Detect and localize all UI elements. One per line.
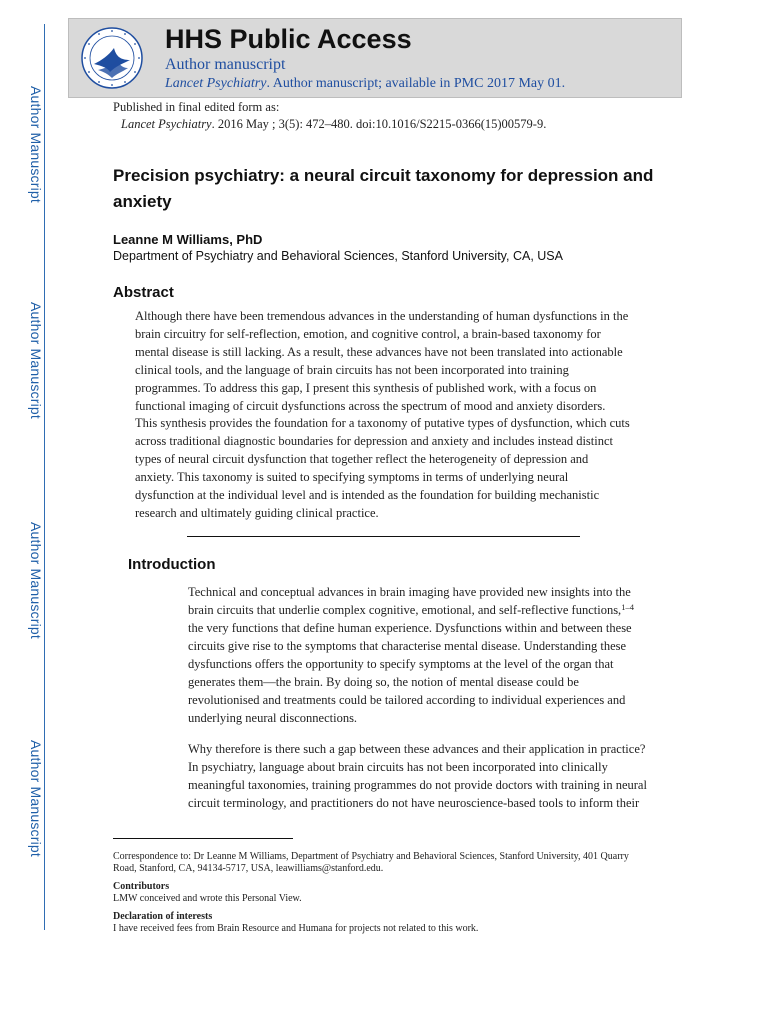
abstract-line: anxiety. This taxonomy is suited to specifying symptoms in terms of underlying neural [135,470,569,485]
banner-subtitle: Author manuscript [165,56,286,73]
abstract-line: brain circuitry for self-reflection, emotion, and cognitive control, a brain-based taxonomy for [135,326,601,341]
abstract-line: programmes. To address this gap, I present this synthesis of published work, with a focus on [135,380,597,395]
paragraph-line: Technical and conceptual advances in brain imaging have provided new insights into the [188,585,631,599]
citation-details: . 2016 May ; 3(5): 472–480. doi:10.1016/S2215-0366(15)00579-9. [211,117,547,131]
contributors-text: LMW conceived and wrote this Personal View. [113,893,302,905]
paragraph-line: the very functions that define human experience. Dysfunctions within and between these [188,621,632,635]
paragraph-line: dysfunctions offers the opportunity to specify symptoms at the level of the organ that [188,657,614,671]
paragraph-line: meaningful taxonomies, training programmes do not provide doctors with training in neural [188,778,647,792]
author-affiliation: Department of Psychiatry and Behavioral Sciences, Stanford University, CA, USA [113,249,563,263]
abstract-line: research and ultimately guiding clinical practice. [135,505,379,520]
introduction-paragraph-1 [188,583,668,727]
correspondence-line: Road, Stanford, CA, 94134-5717, USA, leawilliams@stanford.edu. [113,863,384,875]
hhs-seal-icon [80,26,144,90]
author-manuscript-label: Author Manuscript [28,302,44,420]
abstract-line: This synthesis provides the foundation for a taxonomy of putative types of dysfunction, which cuts [135,416,630,431]
author-manuscript-label: Author Manuscript [28,522,44,640]
paragraph-line: generates them—the brain. By doing so, the notion of mental disease could be [188,675,579,689]
abstract-line: mental disease is still lacking. As a result, these advances have not been translated into actionable [135,344,623,359]
reference-superscript[interactable]: 1–4 [621,602,634,612]
abstract-line: Although there have been tremendous advances in the understanding of human dysfunctions in the [135,309,629,323]
abstract-line: types of neural circuit dysfunction that together reflect the heterogeneity of depression and [135,452,589,467]
abstract-heading: Abstract [113,284,174,301]
author-manuscript-label: Author Manuscript [28,740,44,858]
abstract-line: dysfunction at the individual level and is intended as the foundation for building mechanistic [135,488,600,503]
availability-text: . Author manuscript; available in PMC 2017 May 01. [266,76,566,91]
citation-journal: Lancet Psychiatry [121,117,212,131]
introduction-paragraph-2 [188,740,668,812]
banner-title: HHS Public Access [165,24,412,54]
article-title: Precision psychiatry: a neural circuit taxonomy for depression and anxiety [113,166,654,211]
abstract-body [135,308,640,523]
paragraph-line: revolutionised and treatments could be tailored according to individual experiences and [188,693,626,707]
footnote-divider [113,838,293,839]
hhs-public-access-banner [68,18,682,98]
section-divider [187,536,580,537]
interests-heading: Declaration of interests [113,910,213,922]
journal-name: Lancet Psychiatry [165,76,267,91]
paragraph-line: circuits give rise to the symptoms that characterise mental disease. Understanding these [188,639,627,653]
introduction-heading: Introduction [128,556,216,573]
abstract-line: functional imaging of circuit dysfunctions across the spectrum of mood and anxiety disorders. [135,398,606,413]
banner-journal-line [165,76,565,92]
publication-citation [121,117,546,132]
paragraph-line: underlying neural disconnections. [188,711,358,725]
footnotes [113,851,653,935]
abstract-line: clinical tools, and the language of brain circuits has not been incorporated into training [135,362,569,377]
paragraph-line: circuit terminology, and practitioners do not have neuroscience-based tools to inform their [188,796,640,810]
interests-text: I have received fees from Brain Resource and Humana for projects not related to this work. [113,923,479,935]
article-author: Leanne M Williams, PhD [113,232,263,247]
paragraph-line: Why therefore is there such a gap between these advances and their application in practice? [188,742,646,756]
paragraph-line: In psychiatry, language about brain circuits has not been incorporated into clinically [188,760,608,774]
abstract-line: across traditional diagnostic boundaries for depression and anxiety and includes instead distinct [135,434,614,449]
sidebar-divider [44,24,45,930]
publication-note: Published in final edited form as: [113,100,280,114]
paragraph-text: brain circuits that underlie complex cognitive, emotional, and self-reflective functions, [188,603,622,617]
contributors-heading: Contributors [113,880,170,892]
correspondence-line: Correspondence to: Dr Leanne M Williams, Department of Psychiatry and Behavioral Sciences, Stanford University, 401 Quarry [113,851,629,862]
author-manuscript-label: Author Manuscript [28,86,44,204]
paragraph-line [188,601,668,619]
